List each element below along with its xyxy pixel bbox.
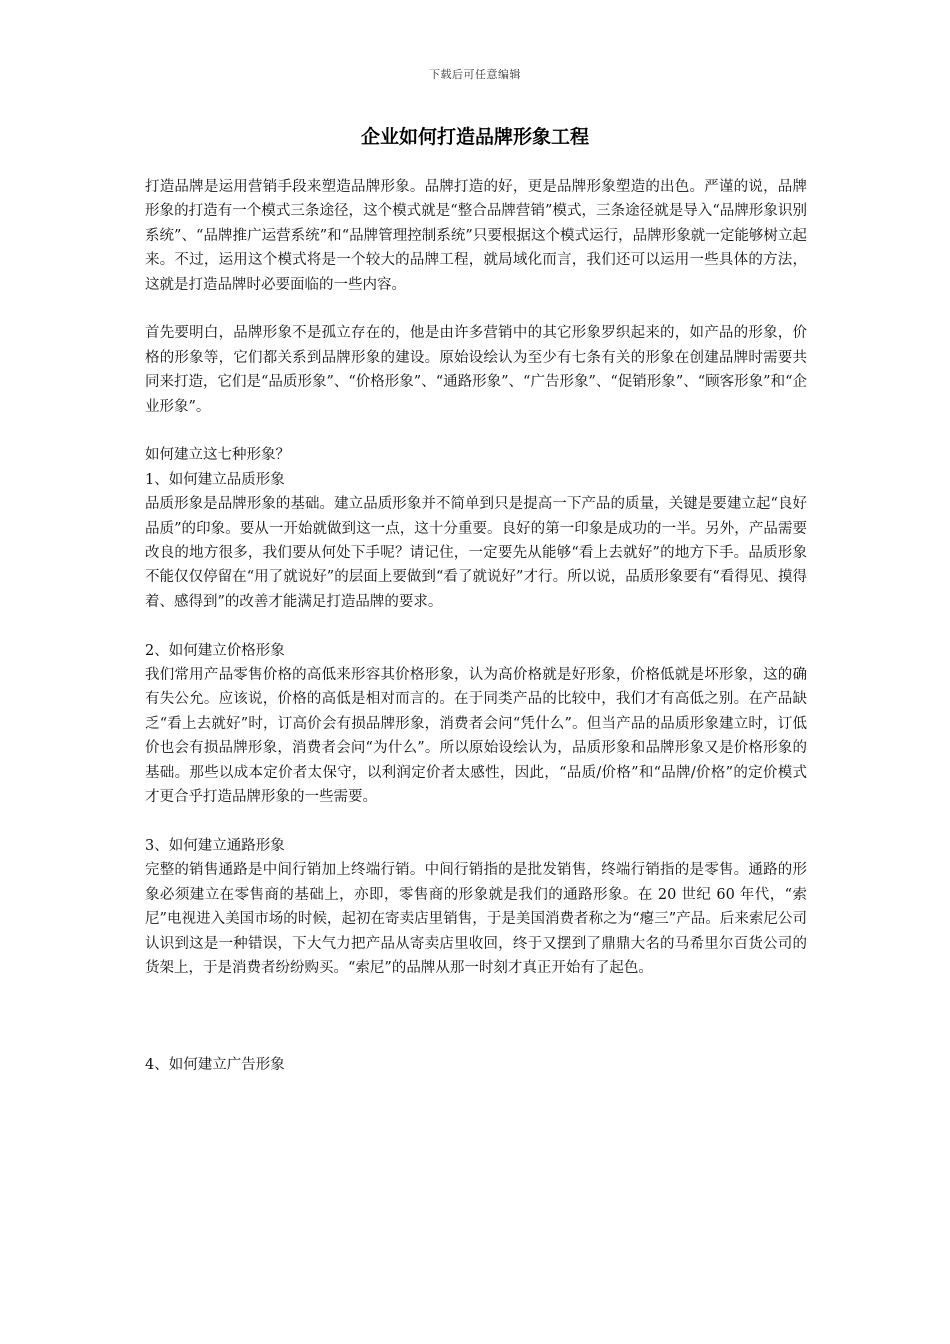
paragraph-spacer: [145, 980, 807, 1053]
overview-paragraph: 首先要明白，品牌形象不是孤立存在的，他是由许多营销中的其它形象罗织起来的，如产品的形象，价格的形象等，它们都关系到品牌形象的建设。原始设绘认为至少有七条有关的形象在创建品牌时需要共同来打造，它们是“品质形象”、“价格形象”、“通路形象”、“广告形象”、“促销形象”、“顾客形象”和“企业形象”。: [145, 325, 807, 415]
section-heading-channel: 3、如何建立通路形象: [145, 837, 285, 854]
section-text-channel: 完整的销售通路是中间行销加上终端行销。中间行销指的是批发销售，终端行销指的是零售。通路的形象必须建立在零售商的基础上，亦即，零售商的形象就是我们的通路形象。在 20 世纪 60 年代，“索尼”电视进入美国市场的时候，起初在寄卖店里销售，于是美国消费者称之为“瘪三”产品。后来索尼公司认识到这是一种错误，下大气力把产品从寄卖店里收回，终于又摆到了鼎鼎大名的马希里尔百货公司的货架上，于是消费者纷纷购买。“索尼”的品牌从那一时刻才真正开始有了起色。: [145, 862, 807, 976]
intro-paragraph: 打造品牌是运用营销手段来塑造品牌形象。品牌打造的好，更是品牌形象塑造的出色。严谨的说，品牌形象的打造有一个模式三条途径，这个模式就是“整合品牌营销”模式，三条途径就是导入“品牌形象识别系统”、“品牌推广运营系统”和“品牌管理控制系统”只要根据这个模式运行，品牌形象就一定能够树立起来。不过，运用这个模式将是一个较大的品牌工程，就局域化而言，我们还可以运用一些具体的方法，这就是打造品牌时必要面临的一些内容。: [145, 179, 807, 293]
question-line: 如何建立这七种形象？: [145, 447, 290, 464]
document-body: [145, 175, 807, 1078]
section-text-quality: 品质形象是品牌形象的基础。建立品质形象并不简单到只是提高一下产品的质量，关键是要建立起“良好品质”的印象。要从一开始就做到这一点，这十分重要。良好的第一印象是成功的一半。另外，产品需要改良的地方很多，我们要从何处下手呢？请记住，一定要先从能够“看上去就好”的地方下手。品质形象不能仅仅停留在“用了就说好”的层面上要做到“看了就说好”才行。所以说，品质形象要有“看得见、摸得着、感得到”的改善才能满足打造品牌的要求。: [145, 496, 807, 610]
section-heading-advertising: 4、如何建立广告形象: [145, 1057, 285, 1074]
header-note: 下载后可任意编辑: [429, 68, 521, 81]
paragraph-spacer: [145, 614, 807, 638]
paragraph-spacer: [145, 419, 807, 443]
section-heading-quality: 1、如何建立品质形象: [145, 471, 285, 488]
section-text-price: 我们常用产品零售价格的高低来形容其价格形象，认为高价格就是好形象，价格低就是坏形象，这的确有失公允。应该说，价格的高低是相对而言的。在于同类产品的比较中，我们才有高低之别。在产品缺乏“看上去就好”时，订高价会有损品牌形象，消费者会问“凭什么”。但当产品的品质形象建立时，订低价也会有损品牌形象，消费者会问“为什么”。所以原始设绘认为，品质形象和品牌形象又是价格形象的基础。那些以成本定价者太保守，以利润定价者太感性，因此，“品质/价格”和“品牌/价格”的定价模式才更合乎打造品牌形象的一些需要。: [145, 667, 807, 806]
section-heading-price: 2、如何建立价格形象: [145, 642, 285, 659]
document-title: 企业如何打造品牌形象工程: [360, 126, 589, 148]
paragraph-spacer: [145, 810, 807, 834]
paragraph-spacer: [145, 297, 807, 321]
